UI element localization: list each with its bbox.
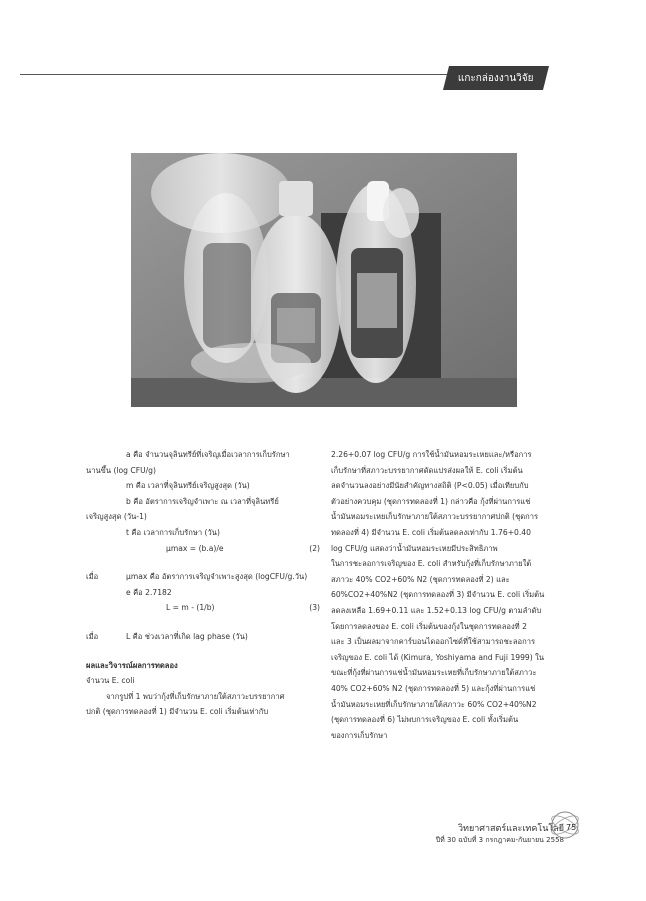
definition-L-text: L คือ ช่วงเวลาที่เกิด lag phase (วัน) (126, 631, 248, 641)
bottles-photo-image (131, 153, 517, 407)
definition-b: b คือ อัตราการเจริญจำเพาะ ณ เวลาที่จุลินทรีย์ (126, 496, 279, 506)
definition-t: t คือ เวลาการเก็บรักษา (วัน) (126, 527, 220, 537)
right-line: ในการชะลอการเจริญของ E. coli สำหรับกุ้งที่เก็บรักษาภายใต้ (331, 559, 532, 569)
right-line: น้ำมันหอมระเหยที่เก็บรักษาภายใต้สภาวะ 60% CO2+40%N2 (331, 699, 537, 709)
equation-2-number: (2) (309, 543, 320, 553)
right-line: ขณะที่กุ้งที่ผ่านการแช่น้ำมันหอมระเหยที่เก็บรักษาภายใต้สภาวะ (331, 668, 537, 678)
body-line-2: ปกติ (ชุดการทดลองที่ 1) มีจำนวน E. coli เริ่มต้นเท่ากับ (86, 707, 269, 717)
left-column (86, 447, 324, 720)
equation-3 (86, 600, 324, 616)
equation-2 (86, 541, 324, 557)
page-number-ornament-icon (548, 808, 582, 842)
right-line: 40% CO2+60% N2 (ชุดการทดลองที่ 5) และกุ้งที่ผ่านการแช่ (331, 683, 536, 693)
right-line: (ชุดการทดลองที่ 6) ไม่พบการเจริญของ E. coli ทั้งเริ่มต้น (331, 715, 519, 725)
equation-2-expr: µmax = (b.a)/e (166, 543, 224, 553)
right-column (331, 447, 557, 743)
right-line: ของการเก็บรักษา (331, 730, 388, 740)
right-line: ลดลงเหลือ 1.69+0.11 และ 1.52+0.13 log CFU/g ตามลำดับ (331, 605, 542, 615)
right-line: น้ำมันหอมระเหยเก็บรักษาภายใต้สภาวะบรรยากาศปกติ (ชุดการ (331, 512, 539, 522)
right-line: log CFU/g แสดงว่าน้ำมันหอมระเหยมีประสิทธิภาพ (331, 543, 498, 553)
definition-e: e คือ 2.7182 (126, 587, 172, 597)
when-label: เมื่อ (86, 572, 99, 582)
right-line: เจริญของ E. coli ได้ (Kimura, Yoshiyama and Fuji 1999) ใน (331, 652, 545, 662)
when-label-2: เมื่อ (86, 631, 99, 641)
figure-photo (131, 153, 517, 407)
definition-L (86, 629, 324, 645)
right-line: เก็บรักษาที่สภาวะบรรยากาศดัดแปรส่งผลให้ E. coli เริ่มต้น (331, 465, 523, 475)
right-line: 2.26+0.07 log CFU/g การใช้น้ำมันหอมระเหยและ/หรือการ (331, 450, 532, 459)
header-rule (20, 74, 454, 75)
right-line: ลดจำนวนลงอย่างมีนัยสำคัญทางสถิติ (P<0.05) เมื่อเทียบกับ (331, 481, 529, 491)
right-line: โดยการลดลงของ E. coli เริ่มต้นของกุ้งในชุดการทดลองที่ 2 (331, 621, 527, 631)
definition-mu-text: µmax คือ อัตราการเจริญจำเพาะสูงสุด (logCFU/g.วัน) (126, 572, 308, 582)
equation-3-number: (3) (309, 603, 320, 613)
definition-a-cont: นานขึ้น (log CFU/g) (86, 465, 156, 475)
definition-m: m คือ เวลาที่จุลินทรีย์เจริญสูงสุด (วัน) (126, 481, 250, 491)
definition-a: a คือ จำนวนจุลินทรีย์ที่เจริญเมื่อเวลาการเก็บรักษา (126, 450, 290, 459)
body-line-1: จากรูปที่ 1 พบว่ากุ้งที่เก็บรักษาภายใต้สภาวะบรรยากาศ (106, 691, 285, 701)
right-line: สภาวะ 40% CO2+60% N2 (ชุดการทดลองที่ 2) และ (331, 574, 510, 584)
subsection-heading: จำนวน E. coli (86, 676, 135, 686)
journal-title: วิทยาศาสตร์และเทคโนโลยี (457, 824, 564, 834)
section-heading: ผลและวิจารณ์ผลการทดลอง (86, 660, 178, 670)
definition-mu (86, 569, 324, 585)
right-line: 60%CO2+40%N2 (ชุดการทดลองที่ 3) มีจำนวน E. coli เริ่มต้น (331, 590, 545, 600)
issue-info: ปีที่ 30 ฉบับที่ 3 กรกฎาคม-กันยายน 2558 (435, 836, 564, 844)
right-line: และ 3 เป็นผลมาจากคาร์บอนไดออกไซด์ที่ใช้สามารถชะลอการ (331, 637, 536, 647)
equation-3-expr: L = m - (1/b) (166, 603, 215, 613)
right-line: ตัวอย่างควบคุม (ชุดการทดลองที่ 1) กล่าวคือ กุ้งที่ผ่านการแช่ (331, 496, 531, 506)
section-tab (443, 66, 549, 90)
section-label: แกะกล่องงานวิจัย (458, 72, 534, 84)
right-line: ทดลองที่ 4) มีจำนวน E. coli เริ่มต้นลดลงเท่ากับ 1.76+0.40 (331, 527, 531, 537)
definition-b-cont: เจริญสูงสุด (วัน-1) (86, 512, 147, 522)
page-number: 75 (566, 823, 577, 832)
